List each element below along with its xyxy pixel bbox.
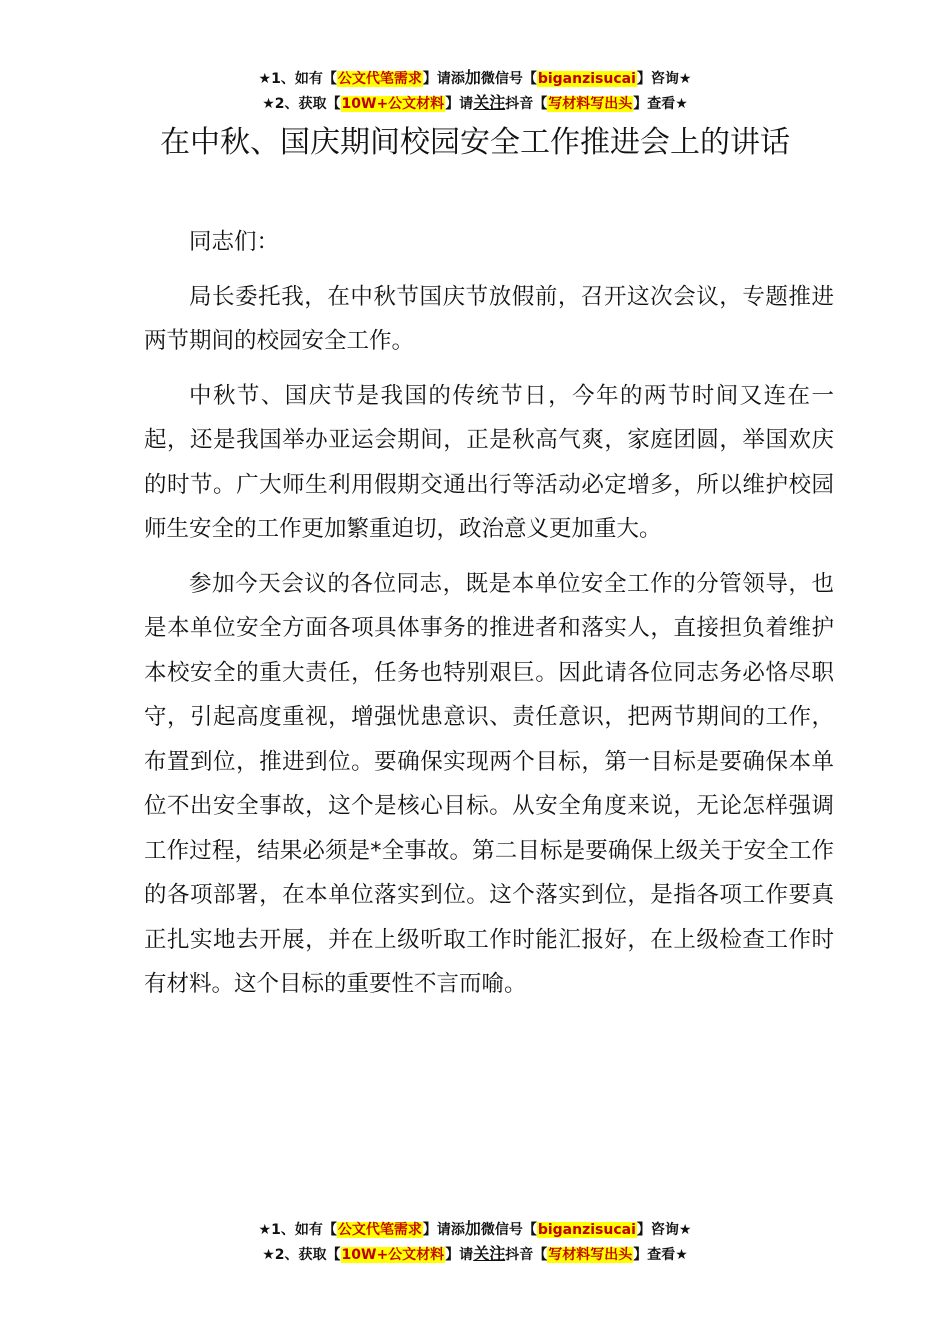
banner-line-2: ★2、获取【10W+公文材料】请关注抖音【写材料写出头】查看★ <box>262 1244 688 1263</box>
paragraph: 参加今天会议的各位同志，既是本单位安全工作的分管领导，也是本单位安全方面各项具体事务的推进者和落实人，直接担负着维护本校安全的重大责任，任务也特别艰巨。因此请各位同志务必恪尽职守，引起高度重视，增强忧患意识、责任意识，把两节期间的工作，布置到位，推进到位。要确保实现两个目标，第一目标是要确保本单位不出安全事故，这个是核心目标。从安全角度来说，无论怎样强调工作过程，结果必须是*全事故。第二目标是要确保上级关于安全工作的各项部署，在本单位落实到位。这个落实到位，是指各项工作要真正扎实地去开展，并在上级听取工作时能汇报好，在上级检查工作时有材料。这个目标的重要性不言而喻。 <box>144 570 834 997</box>
top-banner <box>0 66 950 116</box>
paragraph: 中秋节、国庆节是我国的传统节日，今年的两节时间又连在一起，还是我国举办亚运会期间，正是秋高气爽，家庭团圆，举国欢庆的时节。广大师生利用假期交通出行等活动必定增多，所以维护校园师生安全的工作更加繁重迫切，政治意义更加重大。 <box>144 382 834 542</box>
banner-line-1: ★1、如有【公文代笔需求】请添加微信号【biganzisucai】咨询★ <box>258 1219 692 1238</box>
paragraph-salutation: 同志们： <box>189 229 280 255</box>
highlight-service: 公文代笔需求 <box>337 71 422 87</box>
highlight-service: 公文代笔需求 <box>337 1222 422 1238</box>
banner-line-1: ★1、如有【公文代笔需求】请添加微信号【biganzisucai】咨询★ <box>258 68 692 87</box>
banner-line-2: ★2、获取【10W+公文材料】请关注抖音【写材料写出头】查看★ <box>262 93 688 112</box>
paragraph: 局长委托我，在中秋节国庆节放假前，召开这次会议，专题推进两节期间的校园安全工作。 <box>144 283 834 354</box>
bottom-banner <box>0 1217 950 1267</box>
highlight-wechat-id: biganzisucai <box>537 1222 636 1238</box>
highlight-wechat-id: biganzisucai <box>537 71 636 87</box>
highlight-materials: 10W+公文材料 <box>341 96 445 112</box>
document-title: 在中秋、国庆期间校园安全工作推进会上的讲话 <box>160 125 790 160</box>
highlight-douyin: 写材料写出头 <box>548 1247 633 1263</box>
highlight-douyin: 写材料写出头 <box>548 96 633 112</box>
highlight-materials: 10W+公文材料 <box>341 1247 445 1263</box>
document-body <box>144 220 834 1017</box>
